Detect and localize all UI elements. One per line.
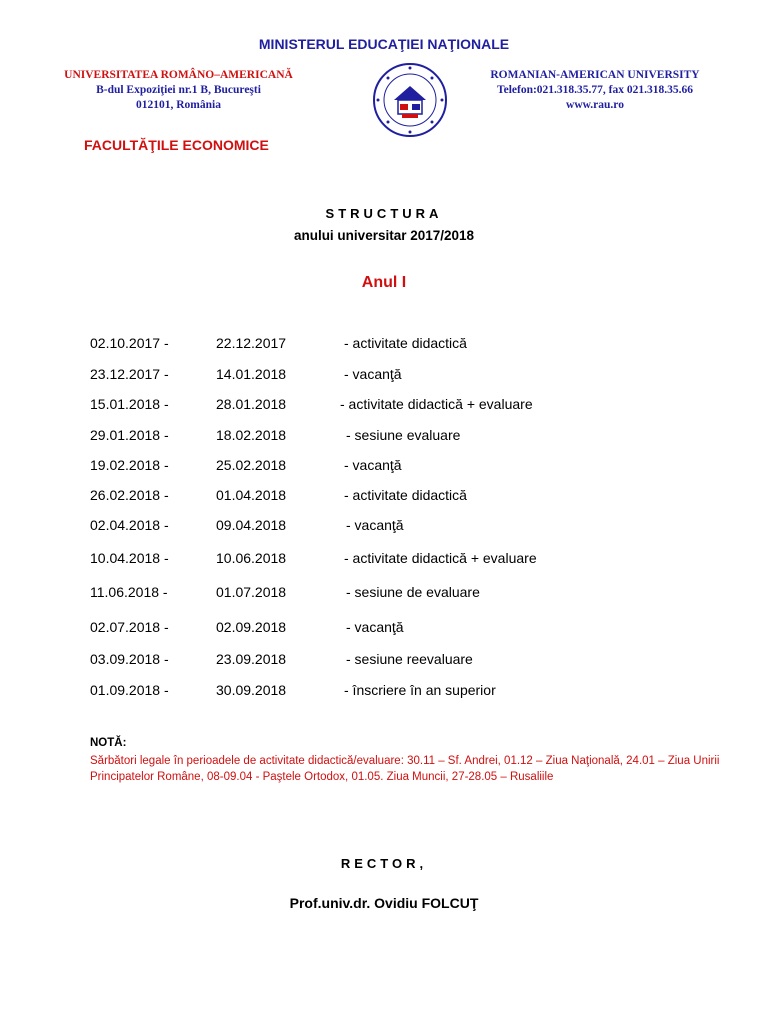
study-year-heading: Anul I: [361, 274, 407, 291]
note-text: Sărbători legale în perioadele de activitate didactică/evaluare: 30.11 – Sf. Andrei, 01.12 – Ziua Naţională, 24.01 – Ziua Unirii Principatelor Române, 08-09.04 - Paştele Ortodox, 01.05. Ziua Muncii, 27-28.05 – Rusaliile: [90, 755, 720, 783]
faculty-name: FACULTĂŢILE ECONOMICE: [84, 137, 269, 153]
schedule-row: [0, 335, 768, 355]
university-website: www.rau.ro: [566, 99, 624, 111]
schedule-row: [0, 396, 768, 416]
schedule-to: 18.02.2018: [216, 427, 287, 443]
schedule-to: 01.04.2018: [216, 487, 287, 503]
academic-year-subtitle: anului universitar 2017/2018: [293, 228, 475, 243]
university-seal-icon: [372, 62, 448, 138]
schedule-row: [0, 550, 768, 570]
schedule-row: [0, 584, 768, 604]
schedule-from: 02.10.2017 -: [90, 335, 169, 351]
rector-name: Prof.univ.dr. Ovidiu FOLCUŢ: [289, 895, 479, 911]
schedule-to: 14.01.2018: [216, 366, 287, 382]
schedule-activity: - înscriere în an superior: [344, 682, 496, 698]
schedule-activity: - activitate didactică: [344, 335, 467, 351]
schedule-from: 03.09.2018 -: [90, 651, 169, 667]
schedule-from: 02.07.2018 -: [90, 619, 169, 635]
schedule-activity: - activitate didactică: [344, 487, 467, 503]
schedule-row: [0, 487, 768, 507]
schedule-row: [0, 682, 768, 702]
schedule-to: 22.12.2017: [216, 335, 287, 351]
schedule-from: 11.06.2018 -: [90, 584, 168, 600]
structure-title: STRUCTURA: [325, 206, 443, 221]
schedule-activity: - sesiune reevaluare: [346, 651, 473, 667]
note-heading: NOTĂ:: [90, 737, 127, 749]
schedule-to: 01.07.2018: [216, 584, 287, 600]
schedule-from: 02.04.2018 -: [90, 517, 169, 533]
university-postal: 012101, România: [136, 99, 221, 111]
schedule-to: 30.09.2018: [216, 682, 287, 698]
schedule-row: [0, 366, 768, 386]
schedule-to: 25.02.2018: [216, 457, 287, 473]
schedule-from: 10.04.2018 -: [90, 550, 169, 566]
schedule-from: 23.12.2017 -: [90, 366, 169, 382]
schedule-activity: - activitate didactică + evaluare: [344, 550, 537, 566]
schedule-activity: - vacanţă: [344, 457, 402, 473]
university-header-right: [460, 68, 730, 113]
schedule-to: 10.06.2018: [216, 550, 287, 566]
ministry-title: MINISTERUL EDUCAŢIEI NAŢIONALE: [258, 36, 510, 52]
schedule-activity: - sesiune de evaluare: [346, 584, 480, 600]
schedule-to: 23.09.2018: [216, 651, 287, 667]
schedule-activity: - activitate didactică + evaluare: [340, 396, 533, 412]
schedule-from: 01.09.2018 -: [90, 682, 169, 698]
schedule-to: 09.04.2018: [216, 517, 287, 533]
schedule-row: [0, 427, 768, 447]
schedule-activity: - vacanţă: [344, 366, 402, 382]
university-address: B-dul Expoziţiei nr.1 B, Bucureşti: [96, 84, 261, 96]
university-name-en: ROMANIAN-AMERICAN UNIVERSITY: [490, 69, 700, 81]
university-header-left: [56, 68, 301, 113]
schedule-from: 19.02.2018 -: [90, 457, 169, 473]
schedule-activity: - sesiune evaluare: [346, 427, 461, 443]
schedule-from: 29.01.2018 -: [90, 427, 169, 443]
rector-title: RECTOR,: [340, 856, 428, 871]
schedule-from: 15.01.2018 -: [90, 396, 169, 412]
university-phone: Telefon:021.318.35.77, fax 021.318.35.66: [496, 84, 694, 96]
schedule-activity: - vacanţă: [346, 517, 404, 533]
schedule-row: [0, 651, 768, 671]
university-name-ro: UNIVERSITATEA ROMÂNO–AMERICANĂ: [64, 69, 293, 81]
schedule-row: [0, 619, 768, 639]
schedule-to: 28.01.2018: [216, 396, 287, 412]
schedule-row: [0, 517, 768, 537]
schedule-from: 26.02.2018 -: [90, 487, 169, 503]
schedule-to: 02.09.2018: [216, 619, 287, 635]
schedule-row: [0, 457, 768, 477]
schedule-activity: - vacanţă: [346, 619, 404, 635]
